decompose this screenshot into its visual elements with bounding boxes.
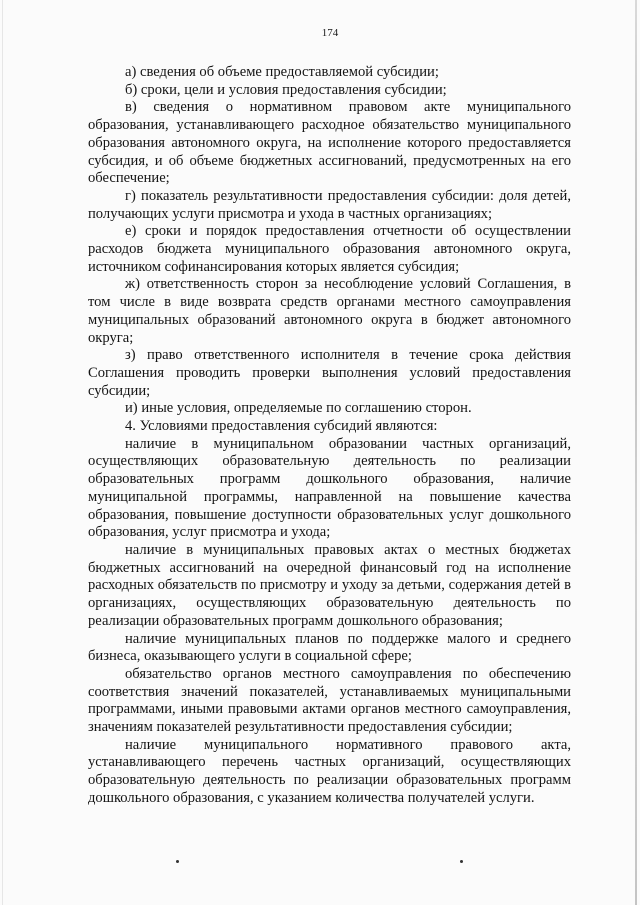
scan-speck — [176, 860, 179, 863]
scan-edge-left — [2, 0, 3, 905]
paragraph-item-i: и) иные условия, определяемые по соглашению сторон. — [125, 400, 472, 417]
condition-paragraph: наличие муниципальных планов по поддержке малого и среднего бизнеса, оказывающего услуги в социальной сфере; — [88, 630, 571, 665]
paragraph-item-z: з) право ответственного исполнителя в течение срока действия Соглашения проводить проверки выполнения условий предоставления субсидии; — [88, 347, 571, 399]
condition-paragraph: наличие в муниципальном образовании частных организаций, осуществляющих образовательную деятельность по реализации образовательных программ дошкольного образования, наличие муниципальной программы, направленной на повышение качества образования, повышение доступности образовательных услуг дошкольного образования, услуг присмотра и ухода; — [88, 435, 571, 541]
document-body — [88, 64, 571, 808]
paragraph-item-v: в) сведения о нормативном правовом акте муниципального образования, устанавливающего расходное обязательство муниципального образования автономного округа, на исполнение которого предоставляется субсидия, и об объеме бюджетных ассигнований, предусмотренных на его обеспечение; — [88, 99, 571, 187]
condition-paragraph: наличие муниципального нормативного правового акта, устанавливающего перечень частных организаций, осуществляющих образовательную деятельность по реализации образовательных программ дошкольного образования, с указанием количества получателей услуги. — [88, 736, 571, 806]
section-heading-conditions: 4. Условиями предоставления субсидий являются: — [125, 418, 438, 435]
paragraph-item-zh: ж) ответственность сторон за несоблюдение условий Соглашения, в том числе в виде возврата средств органами местного самоуправления муниципальных образований автономного округа в бюджет автономного округа; — [88, 276, 571, 346]
condition-paragraph: обязательство органов местного самоуправления по обеспечению соответствия значений показателей, устанавливаемых муниципальными программами, иными правовыми актами органов местного самоуправления, значениям показателей результативности предоставления субсидии; — [88, 665, 571, 736]
page-number: 174 — [321, 27, 339, 39]
paragraph-item-g: г) показатель результативности предоставления субсидии: доля детей, получающих услуги присмотра и ухода в частных организациях; — [88, 187, 571, 222]
scan-speck — [460, 860, 463, 863]
scan-edge-right — [635, 0, 637, 905]
condition-paragraph: наличие в муниципальных правовых актах о местных бюджетах бюджетных ассигнований на очередной финансовый год на исполнение расходных обязательств по присмотру и уходу за детьми, содержания детей в организациях, осуществляющих образовательную деятельность по реализации образовательных программ дошкольного образования; — [88, 541, 571, 629]
paragraph-item-e: е) сроки и порядок предоставления отчетности об осуществлении расходов бюджета муниципального образования автономного округа, источником софинансирования которых является субсидия; — [88, 223, 571, 275]
paragraph-item-b: б) сроки, цели и условия предоставления субсидии; — [125, 81, 447, 98]
paragraph-item-a: а) сведения об объеме предоставляемой субсидии; — [125, 64, 439, 80]
